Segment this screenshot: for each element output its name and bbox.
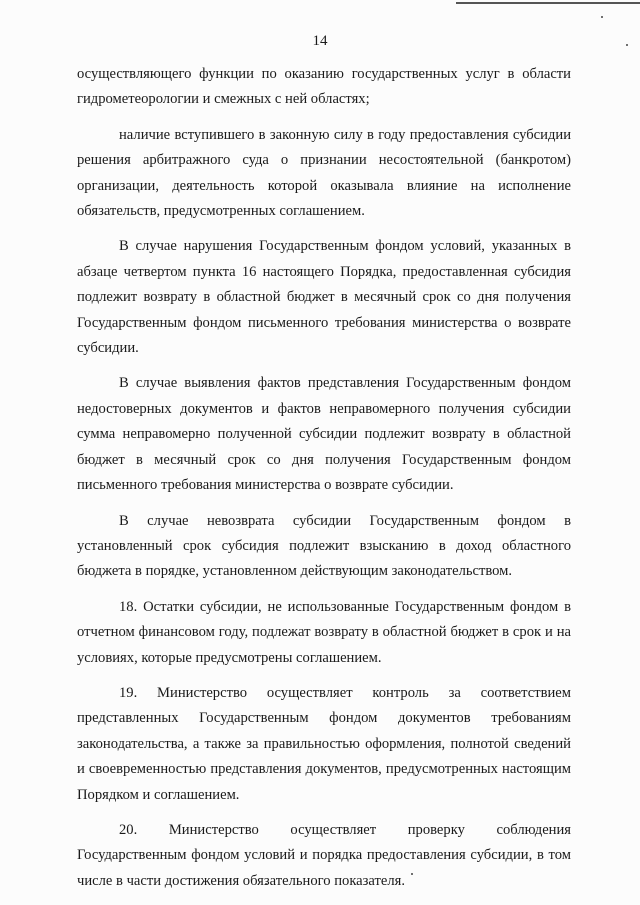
- paragraph: В случае нарушения Государственным фондом условий, указанных в абзаце четвертом пункта 16 настоящего Порядка, предоставленная субсидия подлежит возврату в областной бюджет в месячный срок со дня получения Государственным фондом письменного требования министерства о возврате субсидии.: [77, 238, 571, 357]
- paragraph: осуществляющего функции по оказанию государственных услуг в области гидрометеорологии и смежных с ней областях;: [77, 66, 571, 108]
- paragraph: наличие вступившего в законную силу в году предоставления субсидии решения арбитражного суда о признании несостоятельной (банкротом) организации, деятельность которой оказывала влияние на исполнение обязательств, предусмотренных соглашением.: [77, 126, 571, 220]
- scan-edge-line: [456, 2, 640, 4]
- paragraph: 20. Министерство осуществляет проверку соблюдения Государственным фондом условий и порядка предоставления субсидии, в том числе в части достижения обязательного показателя.: [77, 821, 571, 889]
- scan-speck: [601, 16, 603, 18]
- page-number: 14: [312, 33, 328, 49]
- paragraph: В случае выявления фактов представления Государственным фондом недостоверных документов и фактов неправомерного получения субсидии сумма неправомерно полученной субсидии подлежит возврату в областной бюджет в месячный срок со дня получения Государственным фондом письменного требования министерства о возврате субсидии.: [77, 375, 571, 494]
- paragraph: 19. Министерство осуществляет контроль за соответствием представленных Государственным фондом документов требованиям законодательства, а также за правильностью оформления, полнотой сведений и своевременностью представления документов, предусмотренных настоящим Порядком и соглашением.: [77, 684, 571, 803]
- document-body: [77, 62, 571, 904]
- paragraph: В случае невозврата субсидии Государственным фондом в установленный срок субсидия подлежит взысканию в доход областного бюджета в порядке, установленном действующим законодательством.: [77, 512, 571, 580]
- paragraph: 18. Остатки субсидии, не использованные Государственным фондом в отчетном финансовом году, подлежат возврату в областной бюджет в срок и на условиях, которые предусмотрены соглашением.: [77, 598, 571, 666]
